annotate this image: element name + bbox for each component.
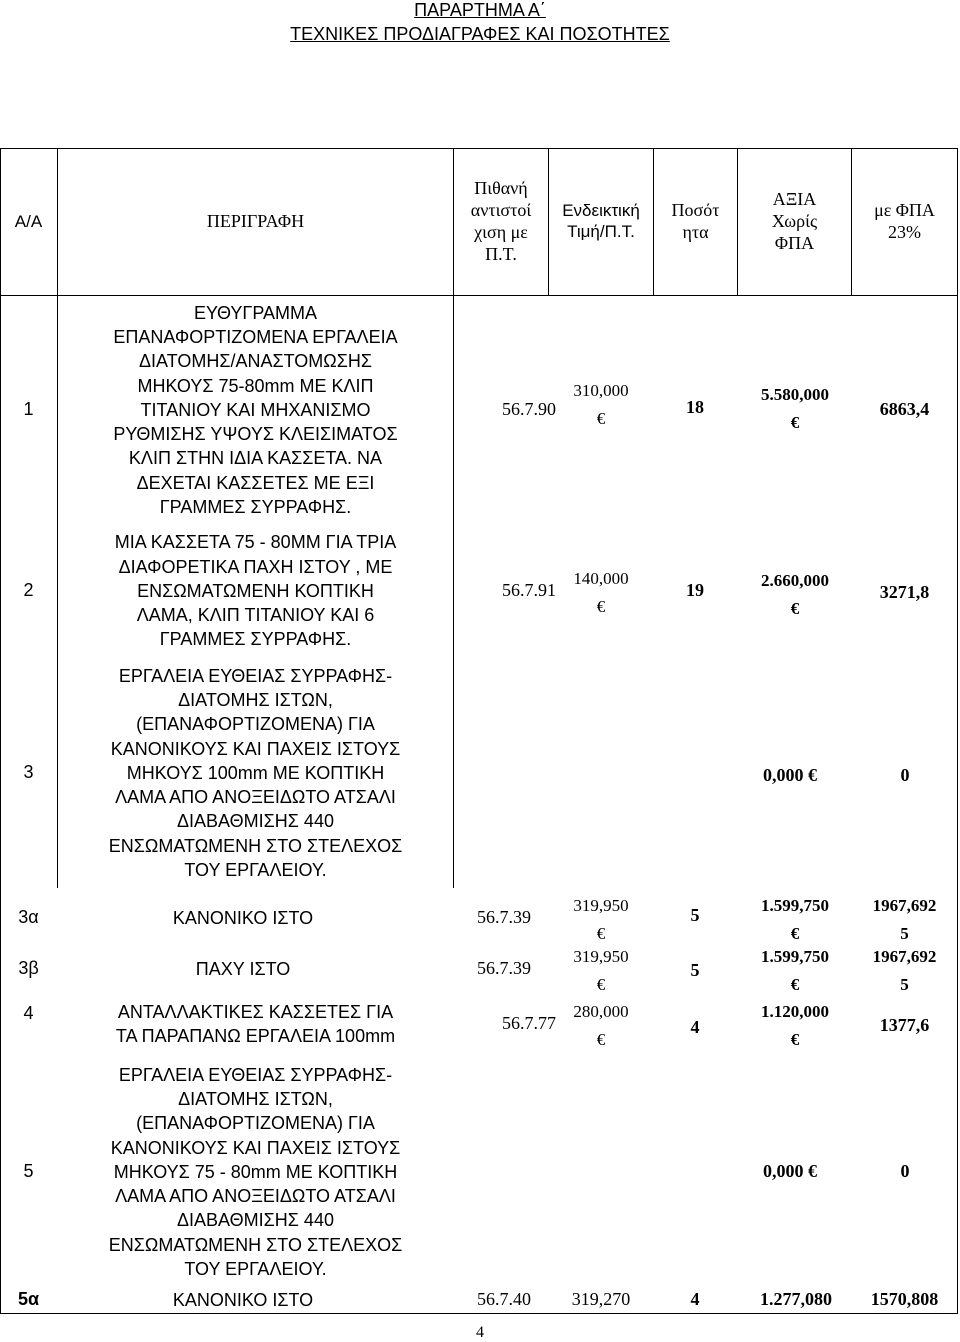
row-4-match: 56.7.77 [502, 1013, 556, 1034]
row-3a-quantity: 5 [690, 905, 700, 926]
row-5-net: 0,000 € [763, 1161, 817, 1182]
header-quantity: Ποσότ ητα [671, 200, 720, 242]
row-5a-net: 1.277,080 [760, 1289, 832, 1310]
row-3b-match: 56.7.39 [477, 958, 531, 979]
row-2-description: ΜΙΑ ΚΑΣΣΕΤΑ 75 - 80ΜΜ ΓΙΑ ΤΡΙΑ ΔΙΑΦΟΡΕΤΙΚΑ ΠΑΧΗ ΙΣΤΟΥ , ΜΕ ΕΝΣΩΜΑΤΩΜΕΝΗ ΚΟΠΤΙΚΗ ΛΑΜΑ, ΚΛΙΠ ΤΙΤΑΝΙΟΥ ΚΑΙ 6 ΓΡΑΜΜΕΣ ΣΥΡΡΑΦΗΣ. [114, 532, 397, 650]
row-3a-match: 56.7.39 [477, 907, 531, 928]
row-2-quantity: 19 [686, 580, 704, 601]
row-1-quantity: 18 [686, 397, 704, 418]
row-1-price: 310,000 € [573, 381, 629, 428]
page-number: 4 [476, 1324, 484, 1341]
row-4-gross: 1377,6 [879, 1015, 930, 1036]
row-3a-description: ΚΑΝΟΝΙΚΟ ΙΣΤΟ [172, 907, 314, 928]
row-3-aa: 3 [23, 762, 34, 783]
row-2-price: 140,000 € [573, 569, 629, 616]
row-2-match: 56.7.91 [502, 580, 556, 601]
row-2-aa: 2 [23, 580, 34, 601]
row-5a-quantity: 4 [690, 1289, 700, 1310]
row-5a-price: 319,270 [571, 1289, 631, 1310]
header-description: ΠΕΡΙΓΡΑΦΗ [206, 211, 305, 232]
header-price: Ενδεικτική Τιμή/Π.Τ. [562, 201, 640, 241]
row-5a-gross: 1570,808 [870, 1289, 939, 1310]
row-3-gross: 0 [900, 765, 910, 786]
row-3-description: ΕΡΓΑΛΕΙΑ ΕΥΘΕΙΑΣ ΣΥΡΡΑΦΗΣ- ΔΙΑΤΟΜΗΣ ΙΣΤΩΝ, (ΕΠΑΝΑΦΟΡΤΙΖΟΜΕΝΑ) ΓΙΑ ΚΑΝΟΝΙΚΟΥΣ ΚΑΙ ΠΑΧΕΙΣ ΙΣΤΟΥΣ ΜΗΚΟΥΣ 100mm ΜΕ ΚΟΠΤΙΚΗ ΛΑΜΑ ΑΠΟ ΑΝΟΞΕΙΔΩΤΟ ΑΤΣΑΛΙ ΔΙΑΒΑΘΜΙΣΗΣ 440 ΕΝΣΩΜΑΤΩΜΕΝΗ ΣΤΟ ΣΤΕΛΕΧΟΣ ΤΟΥ ΕΡΓΑΛΕΙΟΥ. [108, 665, 403, 881]
row-2-gross: 3271,8 [879, 582, 930, 603]
row-3a-aa: 3α [18, 907, 39, 928]
row-1-aa: 1 [23, 399, 34, 420]
row-5a-aa: 5α [17, 1289, 40, 1310]
row-1-gross: 6863,4 [879, 399, 930, 420]
row-4-quantity: 4 [690, 1017, 700, 1038]
table-border-right [957, 148, 958, 1313]
row-3b-net: 1.599,750 € [761, 947, 829, 994]
row-3a-gross: 1967,692 5 [872, 896, 937, 943]
row-3a-net: 1.599,750 € [761, 896, 829, 943]
appendix-title: ΠΑΡΑΡΤΗΜΑ Α΄ [414, 0, 546, 20]
row-4-price: 280,000 € [573, 1002, 629, 1049]
row-2-net: 2.660,000 € [761, 571, 829, 618]
header-divider [0, 295, 958, 296]
header-match: Πιθανή αντιστοί χιση με Π.Τ. [470, 178, 532, 264]
row-3b-quantity: 5 [690, 960, 700, 981]
row-4-aa: 4 [23, 1003, 34, 1024]
row-5a-match: 56.7.40 [477, 1289, 531, 1310]
row-1-description: ΕΥΘΥΓΡΑΜΜΑ ΕΠΑΝΑΦΟΡΤΙΖΟΜΕΝΑ ΕΡΓΑΛΕΙΑ ΔΙΑΤΟΜΗΣ/ΑΝΑΣΤΟΜΩΣΗΣ ΜΗΚΟΥΣ 75-80mm ΜΕ ΚΛΙΠ ΤΙΤΑΝΙΟΥ ΚΑΙ ΜΗΧΑΝΙΣΜΟ ΡΥΘΜΙΣΗΣ ΥΨΟΥΣ ΚΛΕΙΣΙΜΑΤΟΣ ΚΛΙΠ ΣΤΗΝ ΙΔΙΑ ΚΑΣΣΕΤΑ. ΝΑ ΔΕΧΕΤΑΙ ΚΑΣΣΕΤΕΣ ΜΕ ΕΞΙ ΓΡΑΜΜΕΣ ΣΥΡΡΑΦΗΣ. [113, 302, 398, 518]
header-gross-value: με ΦΠΑ 23% [874, 200, 935, 242]
row-5a-description: ΚΑΝΟΝΙΚΟ ΙΣΤΟ [172, 1289, 314, 1310]
row-3b-aa: 3β [18, 958, 39, 979]
row-3-net: 0,000 € [763, 765, 817, 786]
header-net-value: ΑΞΙΑ Χωρίς ΦΠΑ [771, 189, 818, 253]
header-aa: Α/Α [14, 211, 43, 231]
row-3b-description: ΠΑΧΥ ΙΣΤΟ [195, 958, 291, 979]
row-3b-gross: 1967,692 5 [872, 947, 937, 994]
row-5-gross: 0 [900, 1161, 910, 1182]
row-4-net: 1.120,000 € [761, 1002, 829, 1049]
table-border-bottom [0, 1313, 958, 1314]
row-5-aa: 5 [23, 1161, 34, 1182]
table-border-top [0, 148, 958, 149]
row-3a-price: 319,950 € [573, 896, 629, 943]
row-3b-price: 319,950 € [573, 947, 629, 994]
row-4-description: ΑΝΤΑΛΛΑΚΤΙΚΕΣ ΚΑΣΣΕΤΕΣ ΓΙΑ ΤΑ ΠΑΡΑΠΑΝΩ ΕΡΓΑΛΕΙΑ 100mm [115, 1001, 396, 1046]
document-subtitle: ΤΕΧΝΙΚΕΣ ΠΡΟΔΙΑΓΡΑΦΕΣ ΚΑΙ ΠΟΣΟΤΗΤΕΣ [290, 24, 670, 44]
row-5-description: ΕΡΓΑΛΕΙΑ ΕΥΘΕΙΑΣ ΣΥΡΡΑΦΗΣ- ΔΙΑΤΟΜΗΣ ΙΣΤΩΝ, (ΕΠΑΝΑΦΟΡΤΙΖΟΜΕΝΑ) ΓΙΑ ΚΑΝΟΝΙΚΟΥΣ ΚΑΙ ΠΑΧΕΙΣ ΙΣΤΟΥΣ ΜΗΚΟΥΣ 75 - 80mm ΜΕ ΚΟΠΤΙΚΗ ΛΑΜΑ ΑΠΟ ΑΝΟΞΕΙΔΩΤΟ ΑΤΣΑΛΙ ΔΙΑΒΑΘΜΙΣΗΣ 440 ΕΝΣΩΜΑΤΩΜΕΝΗ ΣΤΟ ΣΤΕΛΕΧΟΣ ΤΟΥ ΕΡΓΑΛΕΙΟΥ. [108, 1064, 403, 1280]
row-1-match: 56.7.90 [502, 399, 556, 420]
row-1-net: 5.580,000 € [761, 385, 829, 432]
